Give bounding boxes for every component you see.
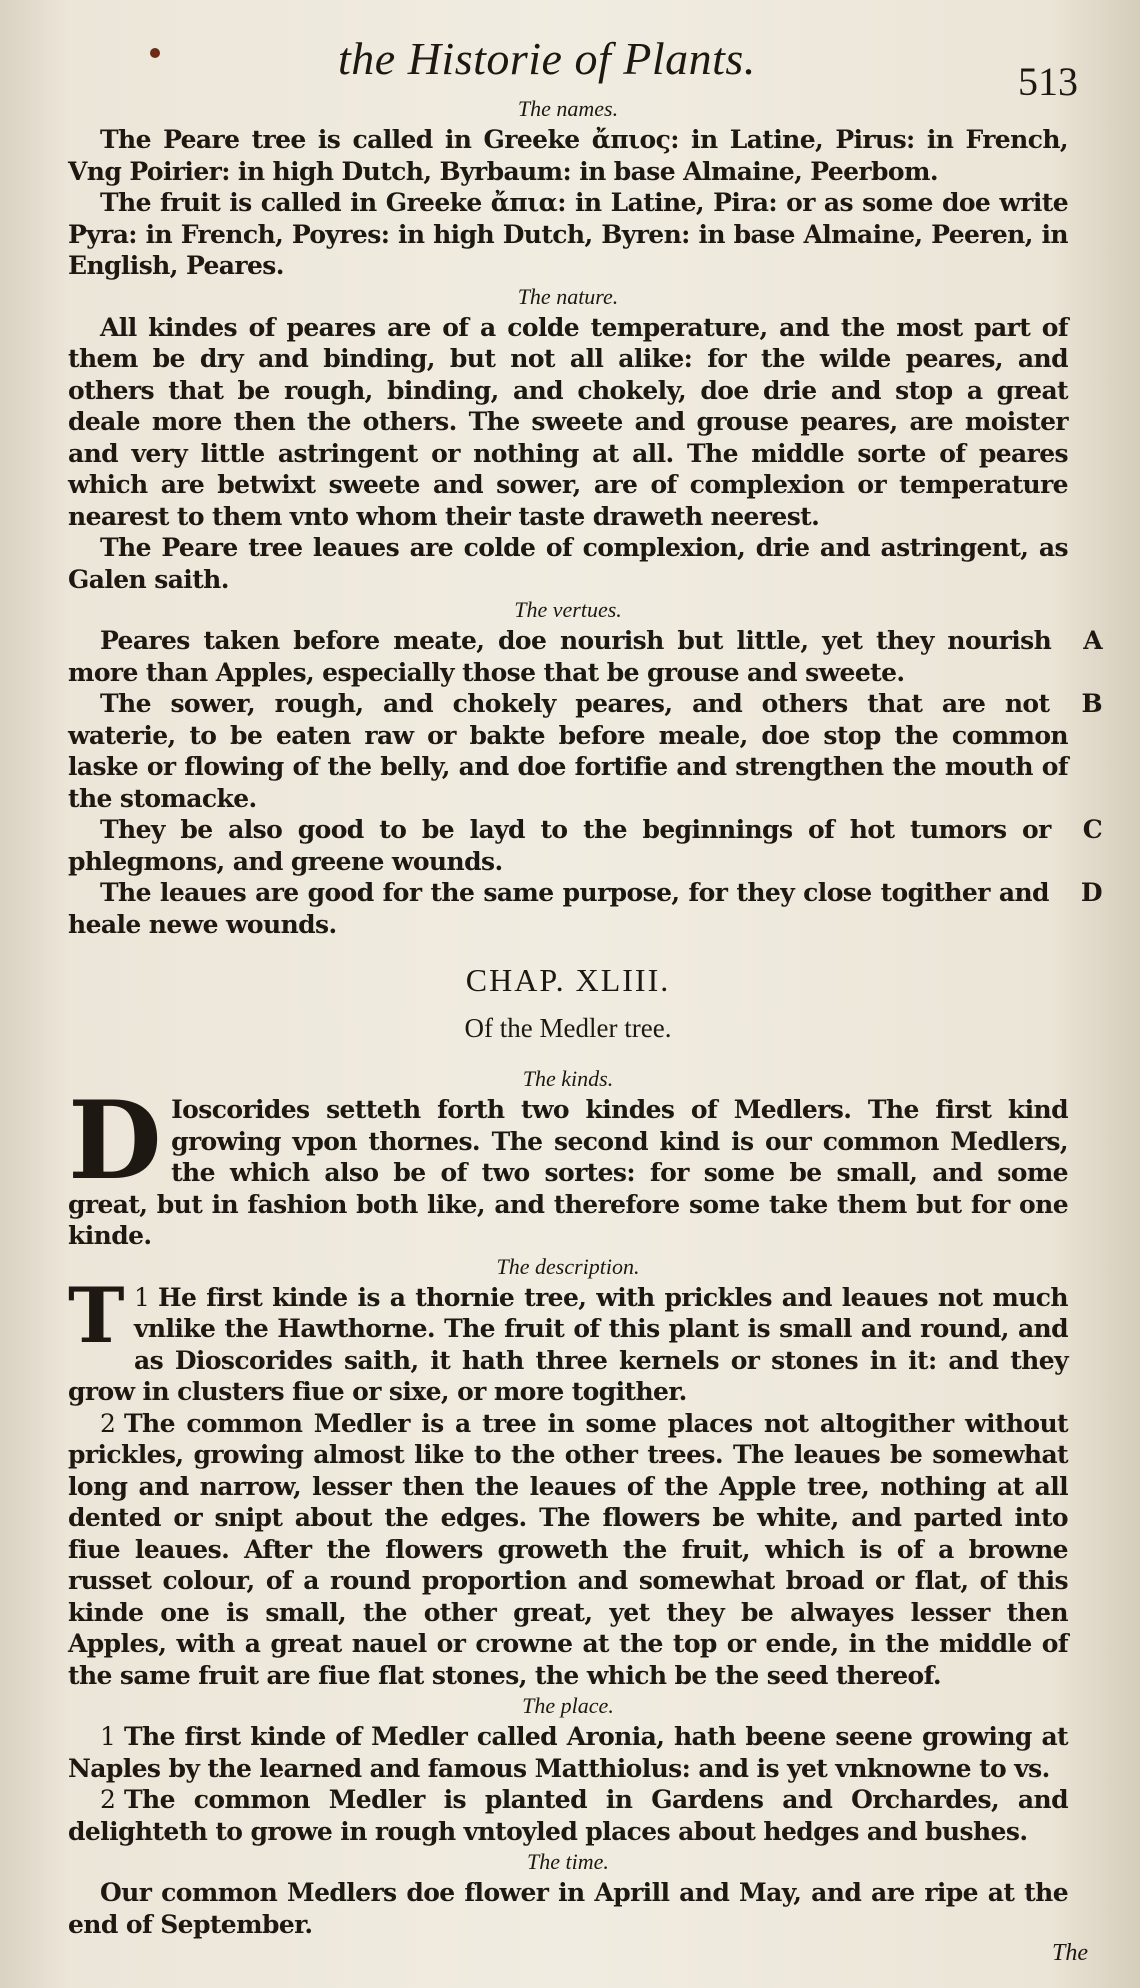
nature-paragraph-1: All kindes of peares are of a colde temperature, and the most part of them be dry and binding, but not all alike: for the wilde peares, and others that be rough, binding, and chokely, doe drie and stop a great deale more then the others. The sweete and grouse peares, are moister and very little astringent or nothing at all. The middle sorte of peares which are betwixt sweete and sower, are of complexion or temperature nearest to them vnto whom their taste draweth neerest. [68, 312, 1068, 531]
vertues-text-4: The leaues are good for the same purpose, for they close togither and heale newe wounds. [68, 878, 1049, 939]
vertues-text-1: Peares taken before meate, doe nourish but little, yet they nourish more than Apples, especially those that be grouse and sweete. [68, 626, 1052, 687]
page-content [68, 22, 1102, 1967]
chapter-number: CHAP. XLIII. [465, 962, 671, 998]
place-paragraph-2 [68, 1784, 1068, 1847]
vertues-paragraph-2 [68, 688, 1102, 814]
names-heading: The names. [517, 96, 619, 121]
margin-letter-b: B [1081, 689, 1102, 718]
vertues-paragraph-4 [68, 877, 1102, 940]
nature-heading: The nature. [517, 283, 619, 309]
description-paragraph-2 [68, 1408, 1068, 1692]
drop-cap-d: D [68, 1078, 162, 1204]
nature-paragraph-2: The Peare tree leaues are colde of complexion, drie and astringent, as Galen saith. [68, 533, 1068, 594]
description-heading: The description. [496, 1253, 640, 1279]
running-title: the Historie of Plants. [338, 33, 756, 84]
time-heading: The time. [527, 1849, 609, 1874]
item-number: 2 [100, 1785, 116, 1814]
place-text-1: The first kinde of Medler called Aronia, hath beene seene growing at Naples by the learned and famous Matthiolus: and is yet vnknowne to vs. [68, 1722, 1068, 1783]
page-header [68, 22, 1078, 104]
vertues-heading: The vertues. [514, 597, 622, 622]
item-number: 2 [100, 1408, 116, 1438]
page-number: 513 [1018, 59, 1078, 104]
item-number: 1 [100, 1722, 116, 1751]
vertues-text-2: The sower, rough, and chokely peares, and others that are not waterie, to be eaten raw or bakte before meale, doe stop the common laske or flowing of the belly, and doe fortifie and strengthen the mouth of the stomacke. [68, 689, 1068, 813]
margin-letter-a: A [1083, 626, 1102, 655]
names-paragraph-1: The Peare tree is called in Greeke ἄπιος: in Latine, Pirus: in French, Vng Poirier: in high Dutch, Byrbaum: in base Almaine, Peerbom. [68, 125, 1068, 186]
drop-cap-t: T [68, 1270, 124, 1360]
names-paragraph-2: The fruit is called in Greeke ἄπια: in Latine, Pira: or as some doe write Pyra: in French, Poyres: in high Dutch, Byren: in base Almaine, Peeren, in English, Peares. [68, 188, 1068, 280]
description-paragraph-1 [68, 1270, 1068, 1408]
vertues-paragraph-1 [68, 625, 1102, 688]
margin-letter-d: D [1080, 878, 1102, 907]
kinds-text: Ioscorides setteth forth two kindes of Medlers. The first kind growing vpon thornes. The second kind is our common Medlers, the which also be of two sortes: for some be small, and some great, but in fashion both like, and therefore some take them but for one kinde. [68, 1095, 1068, 1250]
place-heading: The place. [522, 1693, 614, 1718]
time-paragraph: Our common Medlers doe flower in Aprill and May, and are ripe at the end of September. [68, 1878, 1068, 1939]
description-text-2: The common Medler is a tree in some places not altogither without prickles, growing almost like to the other trees. The leaues be somewhat long and narrow, lesser then the leaues of the Apple tree, nothing at all dented or snipt about the edges. The flowers be white, and parted into fiue leaues. After the flowers groweth the fruit, which is of a browne russet colour, of a round proportion and somewhat broad or flat, of this kinde one is small, the other great, yet they be alwayes lesser then Apples, with a great nauel or crowne at the top or ende, in the middle of the same fruit are fiue flat stones, the which be the seed thereof. [68, 1408, 1068, 1690]
chapter-title: Of the Medler tree. [464, 1013, 672, 1043]
description-text-1: He first kinde is a thornie tree, with prickles and leaues not much vnlike the Hawthorne. The fruit of this plant is small and round, and as Dioscorides saith, it hath three kernels or stones in it: and they grow in clusters fiue or sixe, or more togither. [68, 1282, 1068, 1406]
item-number: 1 [133, 1282, 150, 1312]
vertues-text-3: They be also good to be layd to the beginnings of hot tumors or phlegmons, and greene wounds. [68, 815, 1051, 876]
place-paragraph-1 [68, 1721, 1068, 1784]
kinds-heading: The kinds. [522, 1066, 614, 1091]
ink-spot [150, 48, 160, 58]
place-text-2: The common Medler is planted in Gardens and Orchardes, and delighteth to growe in rough vntoyled places about hedges and bushes. [68, 1785, 1068, 1846]
vertues-paragraph-3 [68, 814, 1102, 877]
catchword: The [1052, 1940, 1088, 1966]
margin-letter-c: C [1082, 815, 1102, 844]
